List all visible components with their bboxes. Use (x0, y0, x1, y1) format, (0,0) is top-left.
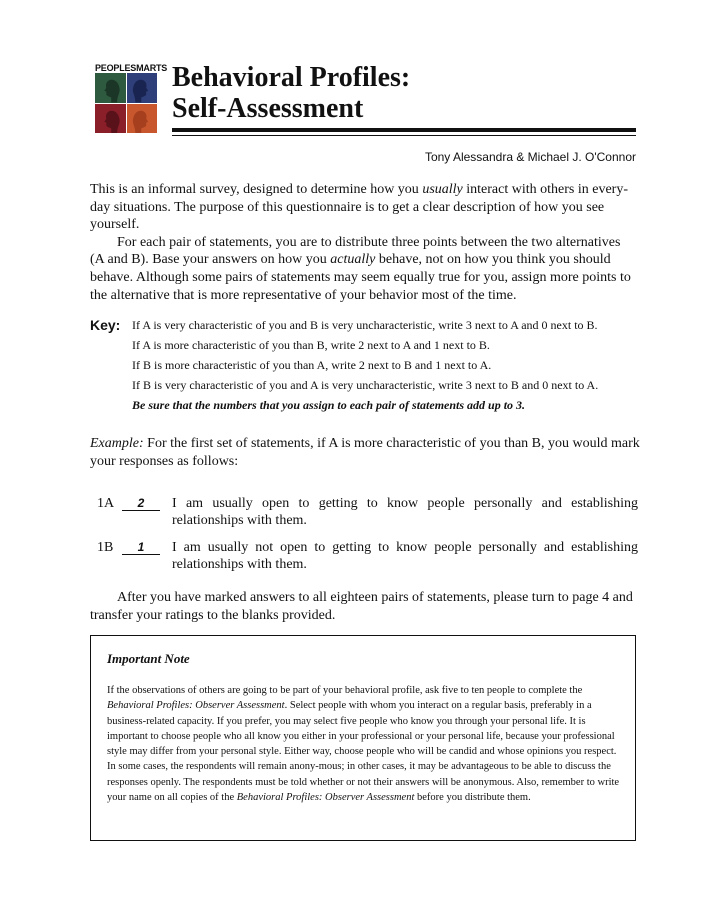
title-rule-thick (172, 128, 636, 132)
key-emphasis: Be sure that the numbers that you assign to each pair of statements add up to 3. (132, 398, 526, 412)
key-label: Key: (90, 317, 121, 333)
authors: Tony Alessandra & Michael J. O'Connor (424, 150, 636, 164)
page-title (172, 62, 410, 124)
key-line-4: If B is very characteristic of you and A is very uncharacteristic, write 3 next to B and 0 next to A. (132, 378, 599, 392)
example-answer-blank: 1 (122, 540, 160, 555)
logo-tile-blue (127, 73, 158, 103)
important-note-body: If the observations of others are going to be part of your behavioral profile, ask five to ten people to complete the Behavioral Profiles: Observer Assessment. Select people with whom you interact on a regular basis, preferably in a business-related capacity. If you prefer, you may select five people who know you through your personal life. It is important to choose people who all know you either in your professional or your personal life, because your professional style may differ from your personal style. Either way, choose people who will be candid and whose opinions you respect. In some cases, the respondents will remain anony-mous; in other cases, it may be advantageous to be able to discuss the responses openly. The respondents must be told whether or not their answers will be anonymous. Also, remember to write your name on all copies of the Behavioral Profiles: Observer Assessment before you distribute them. (107, 685, 620, 804)
instructions-after: After you have marked answers to all eighteen pairs of statements, please turn to page 4 and transfer your ratings to the blanks provided. (90, 590, 633, 623)
logo-tile-orange (127, 104, 158, 134)
key-line-2: If A is more characteristic of you than B, write 2 next to A and 1 next to B. (132, 338, 490, 352)
intro-text (90, 181, 636, 304)
example-answer-blank: 2 (122, 496, 160, 511)
important-note-title: Important Note (107, 651, 190, 666)
title-line-2: Self-Assessment (172, 93, 364, 124)
example-item-id: 1B (97, 540, 114, 555)
key-line-1: If A is very characteristic of you and B is very uncharacteristic, write 3 next to A and 0 next to B. (132, 318, 598, 332)
intro-paragraph-1: This is an informal survey, designed to determine how you usually interact with others in every-day situations. The purpose of this questionnaire is to get a clear description of how you see yourself. (90, 182, 628, 233)
logo-tile-red (95, 104, 126, 134)
example-item-id: 1A (97, 496, 115, 511)
key-line-3: If B is more characteristic of you than A, write 2 next to B and 1 next to A. (132, 358, 492, 372)
logo-image (95, 73, 157, 133)
example-intro: Example: For the first set of statements, if A is more characteristic of you than B, you would mark your responses as follows: (90, 436, 640, 469)
example-statement: I am usually not open to getting to know people personally and establishing relationships with them. (172, 540, 638, 572)
title-rule-thin (172, 135, 636, 136)
logo-tile-green (95, 73, 126, 103)
logo-brand-text: PEOPLESMARTS (95, 63, 168, 73)
intro-paragraph-2: For each pair of statements, you are to distribute three points between the two alternatives (A and B). Base your answers on how you actually behave, not on how you think you should behave. Although some pairs of statements may seem equally true for you, assign more points to the alternative that is more representative of your behavior most of the time. (90, 234, 631, 303)
example-statement: I am usually open to getting to know people personally and establishing relationships with them. (172, 496, 638, 528)
title-line-1: Behavioral Profiles: (172, 62, 411, 93)
